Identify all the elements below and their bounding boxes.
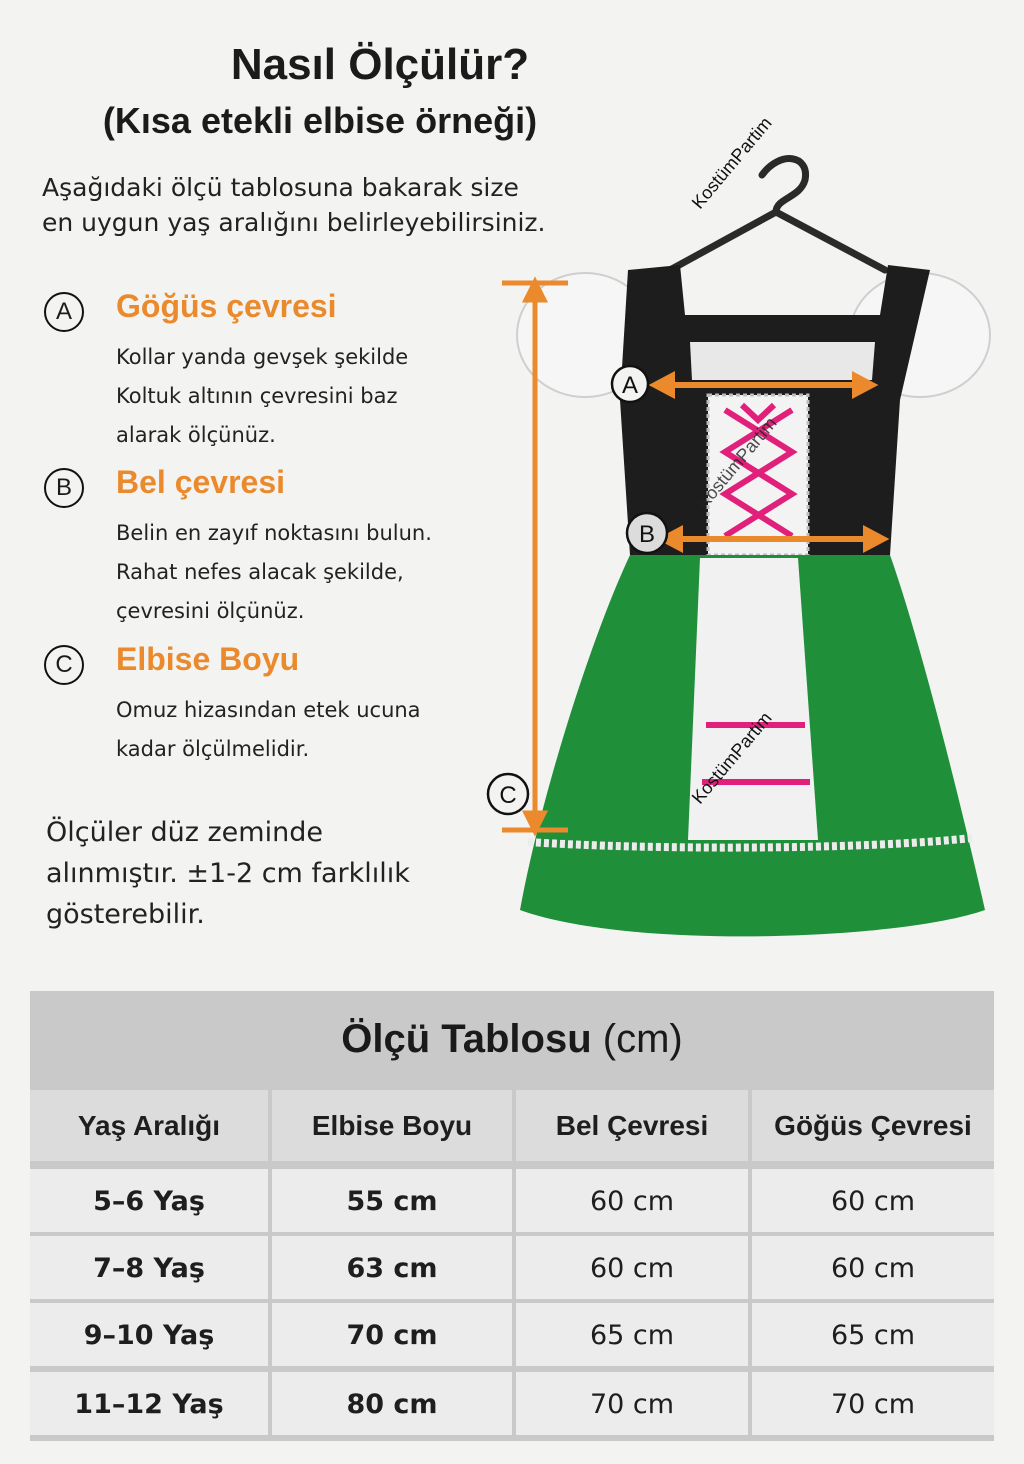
measurement-note — [46, 812, 486, 935]
marker-b — [627, 513, 667, 553]
size-table — [30, 991, 994, 1441]
svg-text:A: A — [621, 372, 639, 399]
table-cell: 70 cm — [752, 1372, 994, 1435]
table-cell: 60 cm — [752, 1169, 994, 1232]
section-line: Belin en zayıf noktasını bulun. — [116, 521, 432, 545]
table-header-cell: Yaş Aralığı — [30, 1090, 268, 1161]
svg-text:B: B — [638, 521, 656, 548]
section-line: Omuz hizasından etek ucuna — [116, 698, 421, 722]
marker-c — [488, 774, 528, 814]
section-body-length — [116, 691, 516, 769]
table-cell: 55 cm — [272, 1169, 512, 1232]
page-subtitle: (Kısa etekli elbise örneği) — [102, 100, 538, 141]
intro-line: en uygun yaş aralığını belirleyebilirsiniz. — [42, 208, 546, 237]
table-cell: 7–8 Yaş — [30, 1236, 268, 1299]
section-body-waist — [116, 514, 516, 631]
section-title-waist: Bel çevresi — [116, 464, 286, 500]
watermark: KostümPartim — [687, 113, 776, 213]
note-line: Ölçüler düz zeminde — [46, 817, 323, 848]
table-cell: 65 cm — [516, 1303, 748, 1366]
table-cell: 80 cm — [272, 1372, 512, 1435]
intro-line: Aşağıdaki ölçü tablosuna bakarak size — [42, 173, 519, 202]
table-cell: 60 cm — [516, 1236, 748, 1299]
section-line: Kollar yanda gevşek şekilde — [116, 345, 409, 369]
badge-c: C — [44, 645, 84, 685]
section-line: Rahat nefes alacak şekilde, — [116, 560, 404, 584]
section-title-chest: Göğüs çevresi — [116, 288, 337, 324]
table-header-cell: Elbise Boyu — [272, 1090, 512, 1161]
table-title-text: Ölçü Tablosu — [341, 1017, 592, 1061]
badge-a: A — [44, 292, 84, 332]
section-title-length: Elbise Boyu — [116, 641, 300, 677]
badge-b: B — [44, 468, 84, 508]
section-body-chest — [116, 338, 516, 455]
table-cell: 65 cm — [752, 1303, 994, 1366]
table-title — [30, 991, 994, 1084]
note-line: gösterebilir. — [46, 899, 205, 930]
section-line: Koltuk altının çevresini baz — [116, 384, 398, 408]
note-line: alınmıştır. ±1-2 cm farklılık — [46, 858, 410, 889]
page-title: Nasıl Ölçülür? — [230, 40, 530, 89]
table-header-cell: Bel Çevresi — [516, 1090, 748, 1161]
table-cell: 9–10 Yaş — [30, 1303, 268, 1366]
table-cell: 70 cm — [272, 1303, 512, 1366]
hanger-icon — [670, 159, 885, 270]
table-cell: 63 cm — [272, 1236, 512, 1299]
table-cell: 11–12 Yaş — [30, 1372, 268, 1435]
marker-a — [612, 366, 648, 402]
watermark: KostümPartim — [687, 708, 776, 808]
blouse-insert — [690, 342, 875, 380]
watermark: KostümPartim — [692, 413, 781, 513]
table-title-unit: (cm) — [602, 1017, 683, 1061]
section-line: kadar ölçülmelidir. — [116, 737, 310, 761]
table-cell: 60 cm — [516, 1169, 748, 1232]
table-header-cell: Göğüs Çevresi — [752, 1090, 994, 1161]
dress-illustration — [480, 80, 1024, 980]
table-cell: 60 cm — [752, 1236, 994, 1299]
table-cell: 5–6 Yaş — [30, 1169, 268, 1232]
section-line: çevresini ölçünüz. — [116, 599, 305, 623]
section-line: alarak ölçünüz. — [116, 423, 276, 447]
table-cell: 70 cm — [516, 1372, 748, 1435]
svg-text:C: C — [499, 782, 517, 809]
